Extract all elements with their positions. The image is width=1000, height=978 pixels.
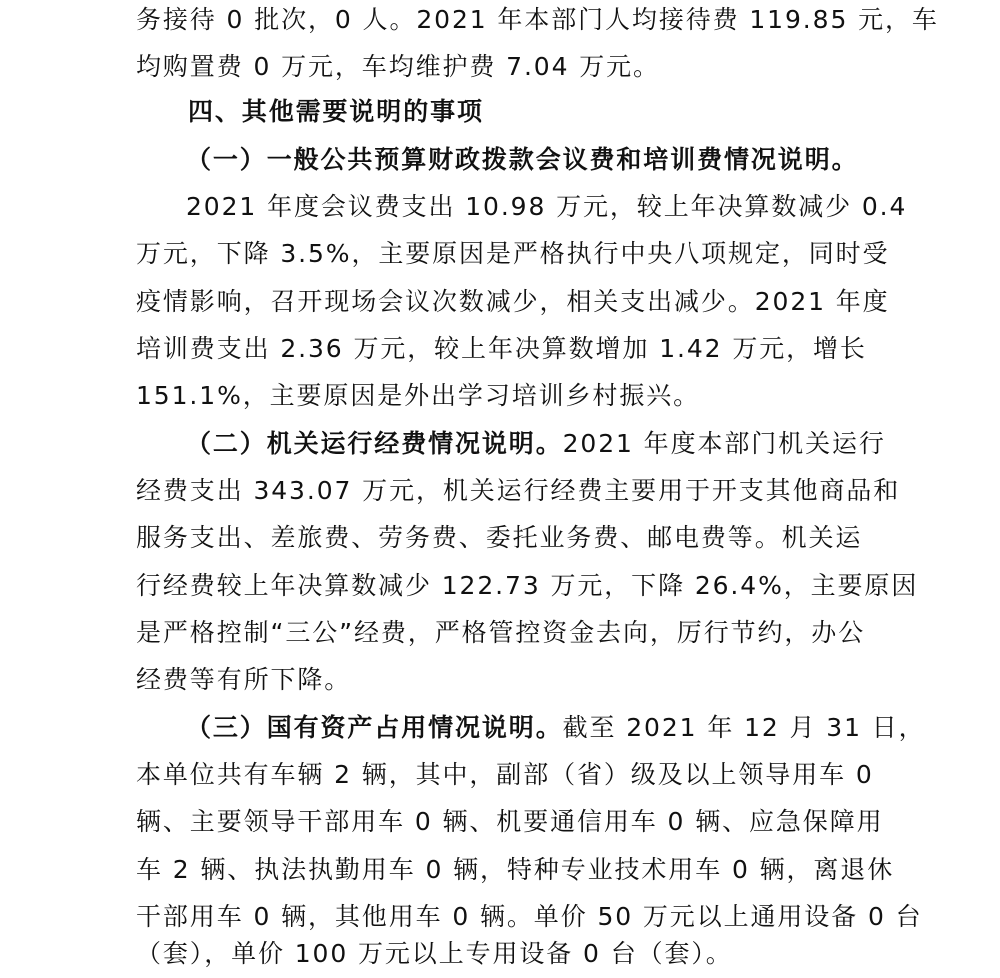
paragraph-line: 行经费较上年决算数减少 122.73 万元，下降 26.4%，主要原因 bbox=[136, 571, 919, 600]
paragraph-line: 辆、主要领导干部用车 0 辆、机要通信用车 0 辆、应急保障用 bbox=[136, 807, 884, 836]
paragraph-line: 本单位共有车辆 2 辆，其中，副部（省）级及以上领导用车 0 bbox=[136, 760, 874, 789]
paragraph-line: 经费等有所下降。 bbox=[136, 665, 352, 694]
paragraph-line: 疫情影响，召开现场会议次数减少，相关支出减少。2021 年度 bbox=[136, 287, 890, 316]
paragraph-line: 151.1%，主要原因是外出学习培训乡村振兴。 bbox=[136, 381, 701, 410]
subsection-heading-2: （二）机关运行经费情况说明。 bbox=[186, 429, 563, 458]
subsection-heading-1: （一）一般公共预算财政拨款会议费和培训费情况说明。 bbox=[186, 145, 859, 174]
subsection-heading-3: （三）国有资产占用情况说明。 bbox=[186, 713, 563, 742]
paragraph-line: 2021 年度会议费支出 10.98 万元，较上年决算数减少 0.4 bbox=[186, 192, 908, 221]
paragraph-line: 干部用车 0 辆，其他用车 0 辆。单价 50 万元以上通用设备 0 台 bbox=[136, 902, 923, 931]
paragraph-line bbox=[186, 420, 886, 468]
section-heading: 四、其他需要说明的事项 bbox=[188, 97, 484, 126]
paragraph-line bbox=[186, 704, 926, 752]
paragraph-line: 车 2 辆、执法执勤用车 0 辆，特种专业技术用车 0 辆，离退休 bbox=[136, 855, 895, 884]
paragraph-line: 是严格控制“三公”经费，严格管控资金去向，厉行节约，办公 bbox=[136, 618, 866, 647]
paragraph-line: 均购置费 0 万元，车均维护费 7.04 万元。 bbox=[136, 52, 660, 81]
paragraph-line: 服务支出、差旅费、劳务费、委托业务费、邮电费等。机关运 bbox=[136, 523, 863, 552]
paragraph-line: 经费支出 343.07 万元，机关运行经费主要用于开支其他商品和 bbox=[136, 476, 901, 505]
paragraph-line: 务接待 0 批次，0 人。2021 年本部门人均接待费 119.85 元，车 bbox=[136, 5, 939, 34]
paragraph-line: （套），单价 100 万元以上专用设备 0 台（套）。 bbox=[136, 939, 733, 968]
paragraph-line: 万元，下降 3.5%，主要原因是严格执行中央八项规定，同时受 bbox=[136, 239, 890, 268]
paragraph-text: 截至 2021 年 12 月 31 日， bbox=[562, 713, 926, 742]
paragraph-text: 2021 年度本部门机关运行 bbox=[562, 429, 886, 458]
paragraph-line: 培训费支出 2.36 万元，较上年决算数增加 1.42 万元，增长 bbox=[136, 334, 867, 363]
